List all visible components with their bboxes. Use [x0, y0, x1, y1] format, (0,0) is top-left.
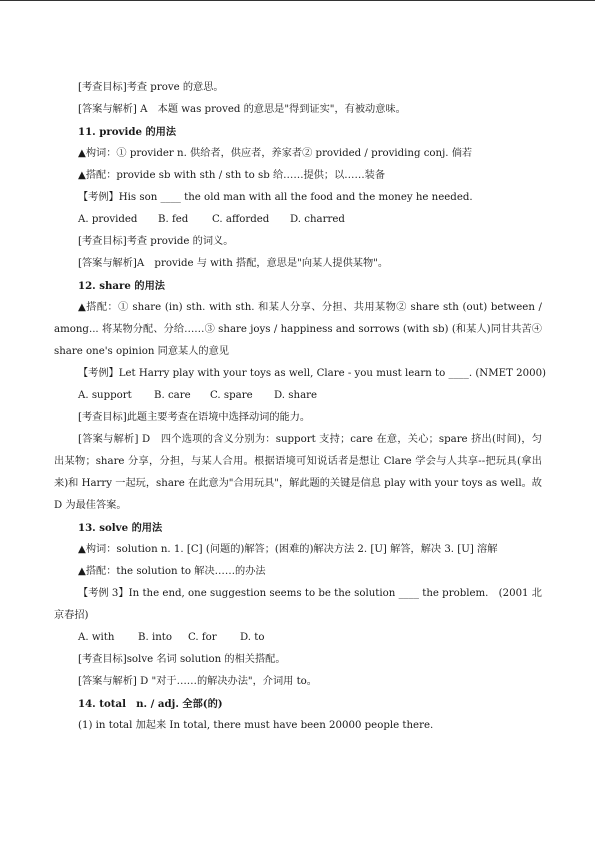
option-a: A. provided	[78, 214, 138, 225]
section-heading-solve: 13. solve 的用法	[78, 522, 163, 534]
document-body	[54, 77, 547, 737]
option-a: A. support	[78, 390, 132, 401]
exam-target-text: [考查目标]考查 provide 的词义。	[78, 236, 234, 247]
word-formation-text: ▲构词：① provider n. 供给者，供应者，养家者② provided / providing conj. 倘若	[78, 148, 473, 159]
answer-options	[54, 627, 542, 649]
exam-target-text: [考查目标]考查 prove 的意思。	[78, 82, 224, 93]
word-formation-text: ▲构词：solution n. 1. [C] (问题的)解答；(困难的)解决方法 2. [U] 解答，解决 3. [U] 溶解	[78, 544, 498, 555]
section-heading-share: 12. share 的用法	[78, 280, 165, 292]
collocation-text: ▲搭配：the solution to 解决……的办法	[78, 566, 266, 577]
option-c: C. for	[188, 632, 217, 643]
usage-item-text: (1) in total 加起来 In total, there must have been 20000 people there.	[78, 720, 434, 731]
answer-analysis-text: [答案与解析] D "对于……的解决办法"，介词用 to。	[78, 676, 317, 687]
option-c: C. afforded	[212, 214, 270, 225]
example-question: 【考例 3】In the end, one suggestion seems to be the solution ____ the problem. (2001 北京春招)	[54, 588, 542, 621]
option-d: D. charred	[290, 214, 345, 225]
exam-target-text: [考查目标]solve 名词 solution 的相关搭配。	[78, 654, 286, 665]
section-heading-provide: 11. provide 的用法	[78, 126, 177, 138]
answer-options	[54, 385, 542, 407]
answer-analysis-text: [答案与解析]A provide 与 with 搭配，意思是"向某人提供某物"。	[78, 258, 389, 269]
section-heading-total: 14. total n. / adj. 全部(的)	[78, 698, 223, 710]
example-question: 【考例】Let Harry play with your toys as well, Clare - you must learn to ____. (NMET 2000)	[78, 368, 547, 379]
collocation-text: ▲搭配：provide sb with sth / sth to sb 给……提供；以……装备	[78, 170, 386, 181]
page-top-rule	[0, 0, 595, 1]
answer-analysis-text: [答案与解析] D 四个选项的含义分别为：support 支持；care 在意，关心；spare 挤出(时间)，匀出某物；share 分享，分担，与某人合用。根据语境可知说话者是想让 Clare 学会与人共享--把玩具(拿出来)和 Harry 一起玩，share 在此意为"合用玩具"，解此题的关键是信息 play with your toys as well。故 D 为最佳答案。	[54, 434, 542, 511]
option-b: B. into	[138, 632, 173, 643]
option-b: B. care	[154, 390, 191, 401]
collocation-text: ▲搭配：① share (in) sth. with sth. 和某人分享、分担、共用某物② share sth (out) between / among... 将某物分配、分给……③ share joys / happiness and sorrows (with sb) (和某人)同甘共苦④ share one's opinion 同意某人的意见	[54, 302, 542, 357]
answer-analysis-text: [答案与解析] A 本题 was proved 的意思是"得到证实"，有被动意味。	[78, 104, 406, 115]
option-c: C. spare	[210, 390, 253, 401]
option-d: D. share	[274, 390, 318, 401]
example-question: 【考例】His son ____ the old man with all the food and the money he needed.	[78, 192, 473, 203]
option-b: B. fed	[158, 214, 189, 225]
option-a: A. with	[78, 632, 115, 643]
exam-target-text: [考查目标]此题主要考查在语境中选择动词的能力。	[78, 412, 311, 423]
answer-options	[54, 209, 542, 231]
option-d: D. to	[240, 632, 265, 643]
